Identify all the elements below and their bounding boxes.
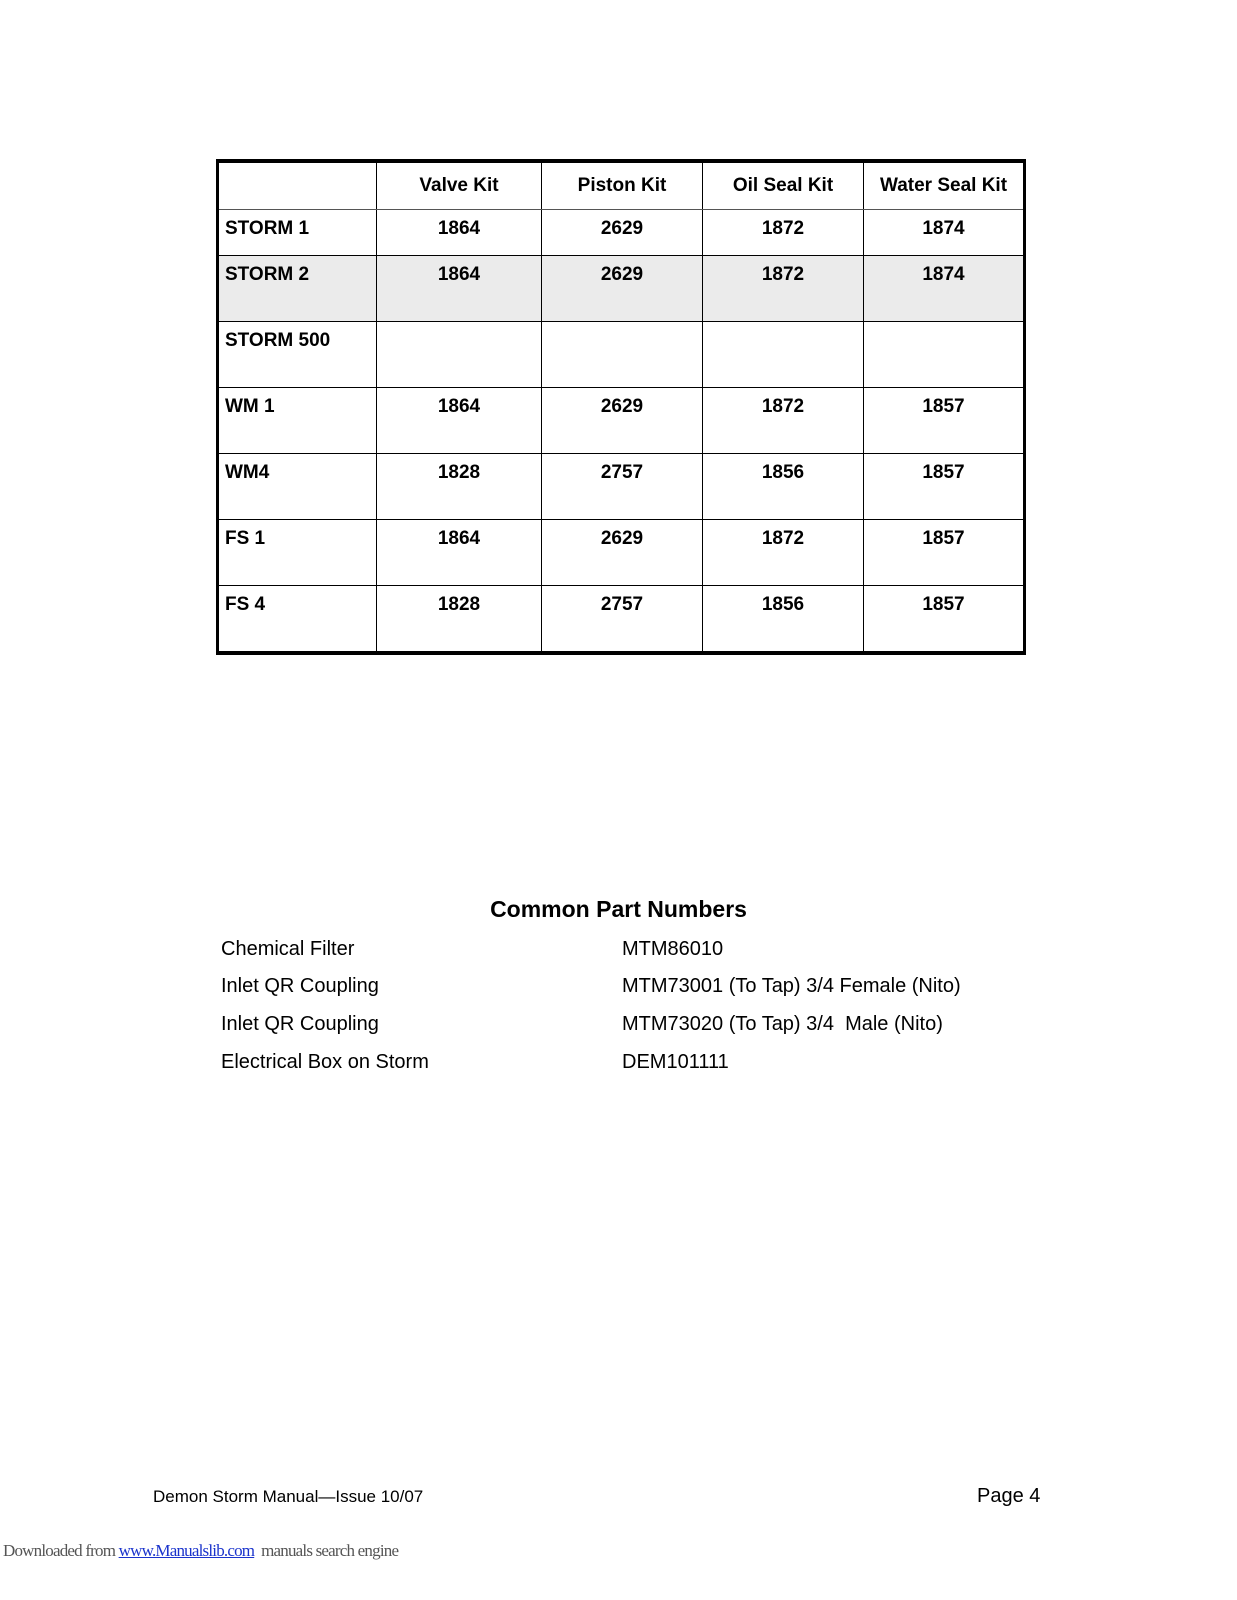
- footer-manual-title: Demon Storm Manual—Issue 10/07: [153, 1487, 424, 1506]
- water-seal-kit-cell: 1857: [864, 586, 1025, 654]
- table-header-row: [218, 161, 1025, 210]
- table-row: [218, 388, 1025, 454]
- piston-kit-cell: 2629: [542, 388, 703, 454]
- model-cell: WM 1: [218, 388, 377, 454]
- oil-seal-kit-cell: 1872: [703, 256, 864, 322]
- table-row: [218, 454, 1025, 520]
- valve-kit-cell: 1864: [377, 256, 542, 322]
- part-number: MTM73020 (To Tap) 3/4 Male (Nito): [622, 1013, 943, 1035]
- column-header-model: [218, 161, 377, 210]
- table-row: [218, 520, 1025, 586]
- piston-kit-cell: [542, 322, 703, 388]
- piston-kit-cell: 2629: [542, 210, 703, 256]
- model-cell: STORM 1: [218, 210, 377, 256]
- valve-kit-cell: 1864: [377, 210, 542, 256]
- part-row: [221, 1013, 1021, 1043]
- part-row: [221, 1051, 1021, 1081]
- valve-kit-cell: [377, 322, 542, 388]
- part-name: Inlet QR Coupling: [221, 975, 379, 997]
- download-banner-prefix: Downloaded from: [3, 1541, 119, 1560]
- oil-seal-kit-cell: [703, 322, 864, 388]
- piston-kit-cell: 2757: [542, 454, 703, 520]
- valve-kit-cell: 1828: [377, 454, 542, 520]
- table-row: [218, 322, 1025, 388]
- water-seal-kit-cell: 1857: [864, 520, 1025, 586]
- oil-seal-kit-cell: 1856: [703, 454, 864, 520]
- water-seal-kit-cell: [864, 322, 1025, 388]
- part-name: Inlet QR Coupling: [221, 1013, 379, 1035]
- footer-page-number: Page 4: [977, 1485, 1041, 1507]
- part-name: Electrical Box on Storm: [221, 1051, 429, 1073]
- column-header-piston-kit: Piston Kit: [542, 161, 703, 210]
- table-row: [218, 586, 1025, 654]
- column-header-oil-seal-kit: Oil Seal Kit: [703, 161, 864, 210]
- valve-kit-cell: 1828: [377, 586, 542, 654]
- model-cell: FS 4: [218, 586, 377, 654]
- oil-seal-kit-cell: 1872: [703, 388, 864, 454]
- manualslib-link[interactable]: www.Manualslib.com: [118, 1541, 255, 1560]
- model-cell: STORM 500: [218, 322, 377, 388]
- part-number: MTM86010: [622, 938, 724, 960]
- oil-seal-kit-cell: 1856: [703, 586, 864, 654]
- water-seal-kit-cell: 1857: [864, 388, 1025, 454]
- part-name: Chemical Filter: [221, 938, 355, 960]
- model-cell: STORM 2: [218, 256, 377, 322]
- model-cell: FS 1: [218, 520, 377, 586]
- oil-seal-kit-cell: 1872: [703, 210, 864, 256]
- water-seal-kit-cell: 1857: [864, 454, 1025, 520]
- piston-kit-cell: 2757: [542, 586, 703, 654]
- column-header-valve-kit: Valve Kit: [377, 161, 542, 210]
- column-header-water-seal-kit: Water Seal Kit: [864, 161, 1025, 210]
- part-number: MTM73001 (To Tap) 3/4 Female (Nito): [622, 975, 961, 997]
- water-seal-kit-cell: 1874: [864, 256, 1025, 322]
- model-cell: WM4: [218, 454, 377, 520]
- common-parts-title: Common Part Numbers: [490, 896, 747, 922]
- part-row: [221, 938, 1021, 968]
- download-banner-suffix: manuals search engine: [254, 1541, 399, 1560]
- water-seal-kit-cell: 1874: [864, 210, 1025, 256]
- part-row: [221, 975, 1021, 1005]
- table-row: [218, 210, 1025, 256]
- valve-kit-cell: 1864: [377, 520, 542, 586]
- oil-seal-kit-cell: 1872: [703, 520, 864, 586]
- piston-kit-cell: 2629: [542, 256, 703, 322]
- kit-table: [216, 159, 1026, 655]
- table-row: [218, 256, 1025, 322]
- part-number: DEM101111: [622, 1051, 729, 1073]
- download-banner: [3, 1541, 398, 1561]
- piston-kit-cell: 2629: [542, 520, 703, 586]
- valve-kit-cell: 1864: [377, 388, 542, 454]
